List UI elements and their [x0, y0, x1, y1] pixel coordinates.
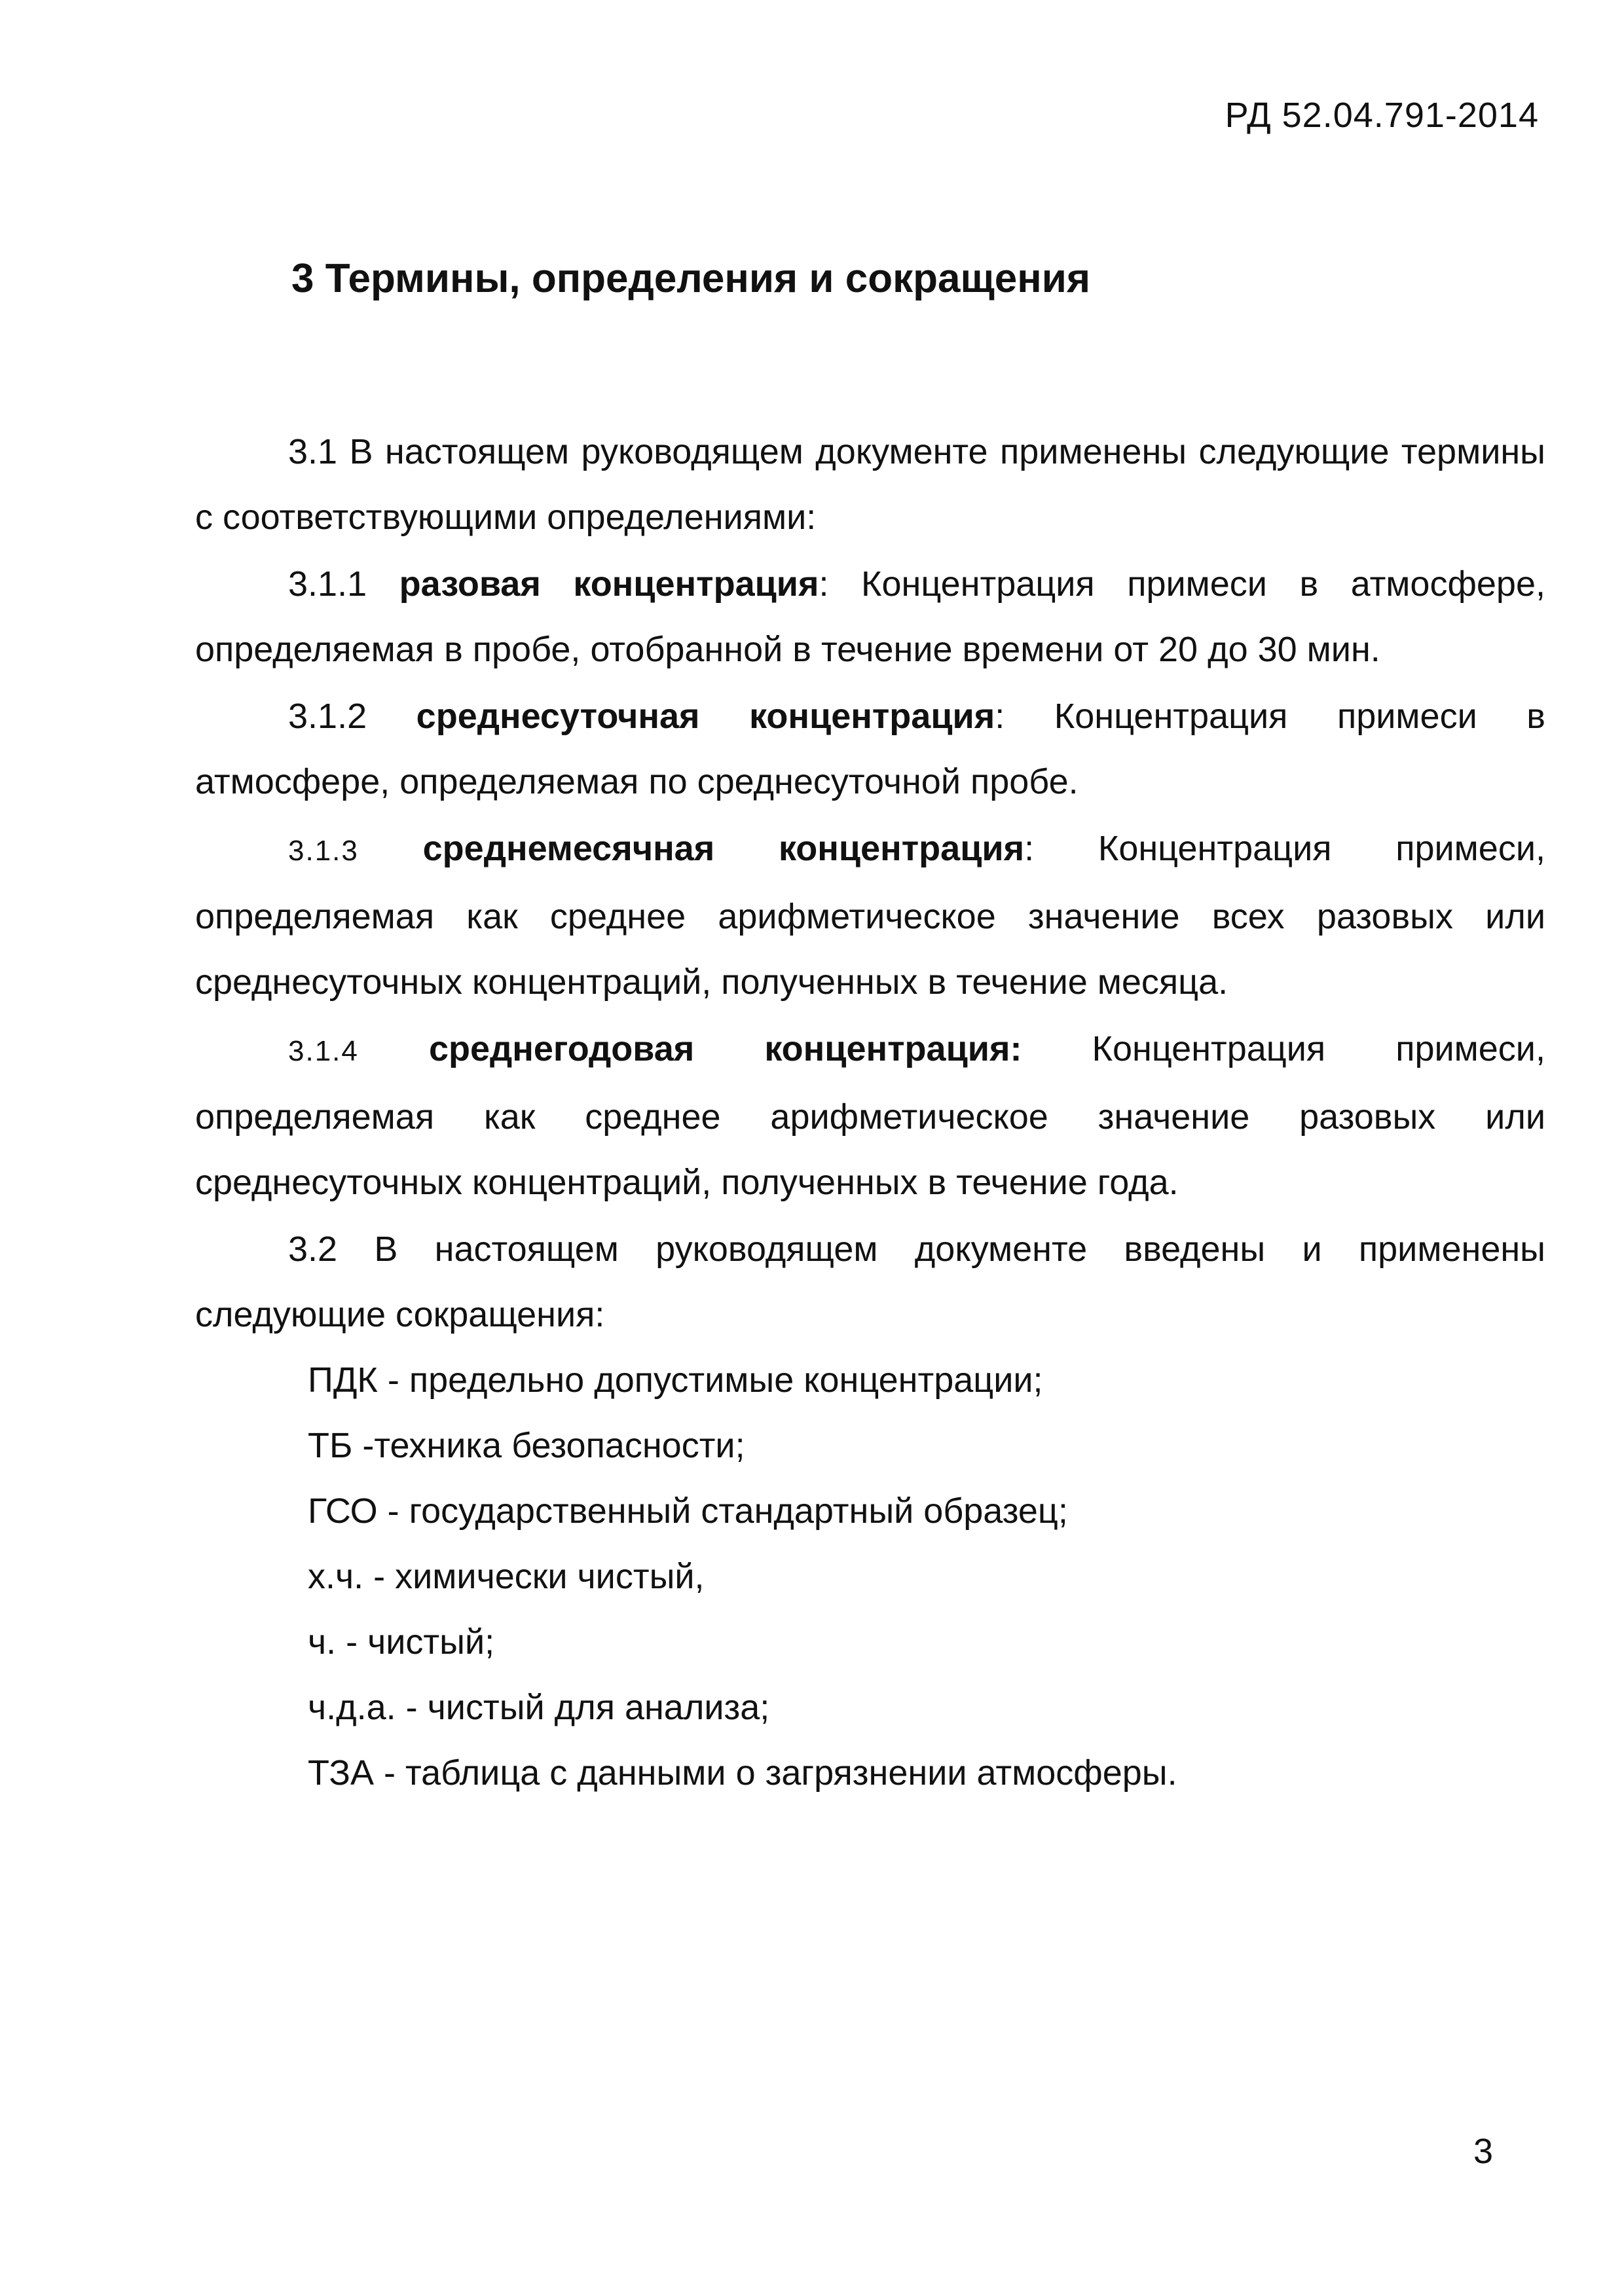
paragraph-3-2: 3.2 В настоящем руководящем документе введены и применены следующие сокращения: — [195, 1230, 1545, 1334]
term-definition: : Концентрация примеси, определяемая как среднее арифметическое значение всех разовых или среднесуточных концентраций, полученных в течение месяца. — [195, 829, 1545, 1002]
term-name: разовая концентрация — [399, 564, 819, 604]
abbreviation-item: х.ч. - химически чистый, — [308, 1557, 705, 1596]
term-number: 3.1.3 — [288, 835, 359, 867]
term-definition: Концентрация примеси, определяемая как среднее арифметическое значение разовых или среднесуточных концентраций, полученных в течение года. — [195, 1029, 1545, 1202]
abbreviation-item: ГСО - государственный стандартный образец; — [308, 1491, 1068, 1531]
term-number: 3.1.1 — [288, 564, 367, 604]
paragraph-3-1: 3.1 В настоящем руководящем документе применены следующие термины с соответствующими определениями: — [195, 432, 1545, 537]
term-definition-3-1-2 — [195, 683, 1545, 814]
term-name: среднемесячная концентрация — [422, 829, 1025, 868]
abbreviation-list — [195, 1347, 1545, 1806]
term-definition-3-1-1 — [195, 551, 1545, 682]
abbreviation-item: ч.д.а. - чистый для анализа; — [308, 1688, 770, 1727]
abbreviation-item: ТЗА - таблица с данными о загрязнении атмосферы. — [308, 1753, 1177, 1793]
abbreviation-item: ТБ -техника безопасности; — [308, 1426, 745, 1465]
document-code-header: РД 52.04.791-2014 — [1225, 96, 1539, 135]
page-number: 3 — [1473, 2132, 1493, 2171]
section-title: 3 Термины, определения и сокращения — [291, 256, 1090, 301]
term-definition-3-1-3 — [195, 816, 1545, 1015]
term-definition: : Концентрация примеси в атмосфере, определяемая в пробе, отобранной в течение времени от 20 до 30 мин. — [195, 564, 1545, 669]
abbreviation-item: ч. - чистый; — [308, 1622, 495, 1662]
document-body — [195, 419, 1545, 1806]
term-number: 3.1.4 — [288, 1035, 359, 1067]
term-name: среднесуточная концентрация — [416, 697, 995, 736]
term-definition-3-1-4 — [195, 1016, 1545, 1215]
term-number: 3.1.2 — [288, 697, 367, 736]
term-name: среднегодовая концентрация: — [428, 1029, 1022, 1068]
abbreviation-item: ПДК - предельно допустимые концентрации; — [308, 1360, 1043, 1400]
term-definition: : Концентрация примеси в атмосфере, определяемая по среднесуточной пробе. — [195, 697, 1545, 801]
